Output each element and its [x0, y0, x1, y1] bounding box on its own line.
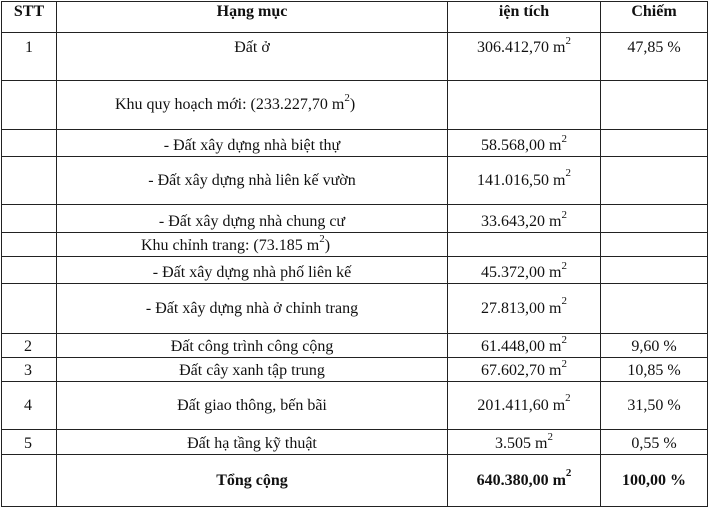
header-area: iện tích — [448, 2, 601, 33]
row-share — [601, 205, 708, 233]
row-area: 27.813,00 $m^2$ — [448, 284, 601, 334]
total-row — [2, 455, 708, 507]
row-name: Đất ở — [57, 33, 448, 81]
row-share: 10,85 % — [601, 358, 708, 382]
row-area: 67.602,70 $m^2$ — [448, 358, 601, 382]
row-stt — [2, 233, 57, 257]
row-share: 31,50 % — [601, 382, 708, 430]
row-share — [601, 81, 708, 130]
header-row — [2, 2, 708, 33]
row-stt: 3 — [2, 358, 57, 382]
row-stt: 4 — [2, 382, 57, 430]
row-stt — [2, 257, 57, 284]
row-area: 45.372,00 $m^2$ — [448, 257, 601, 284]
row-share — [601, 284, 708, 334]
total-area: 640.380,00 $m^2$ — [448, 455, 601, 507]
row-stt: 5 — [2, 430, 57, 455]
row-area — [448, 81, 601, 130]
row-name: Đất hạ tầng kỹ thuật — [57, 430, 448, 455]
row-name: Đất cây xanh tập trung — [57, 358, 448, 382]
row-stt — [2, 284, 57, 334]
row-name: Đất giao thông, bến bãi — [57, 382, 448, 430]
row-area — [448, 233, 601, 257]
row-area: 58.568,00 $m^2$ — [448, 130, 601, 157]
row-area: 3.505 $m^2$ — [448, 430, 601, 455]
row-area: 33.643,20 $m^2$ — [448, 205, 601, 233]
row-name: - Đất xây dựng nhà ở chỉnh trang — [57, 284, 448, 334]
row-name: - Đất xây dựng nhà liên kế vườn — [57, 157, 448, 205]
total-label: Tổng cộng — [57, 455, 448, 507]
row-stt — [2, 130, 57, 157]
table-row — [2, 382, 708, 430]
row-area: 306.412,70 $m^2$ — [448, 33, 601, 81]
table-row — [2, 205, 708, 233]
row-share: 9,60 % — [601, 334, 708, 358]
total-stt — [2, 455, 57, 507]
row-stt — [2, 81, 57, 130]
row-name: - Đất xây dựng nhà chung cư — [57, 205, 448, 233]
row-share — [601, 257, 708, 284]
row-stt: 2 — [2, 334, 57, 358]
header-share: Chiếm — [601, 2, 708, 33]
land-use-table — [1, 1, 708, 507]
row-share: 0,55 % — [601, 430, 708, 455]
row-stt: 1 — [2, 33, 57, 81]
table-row — [2, 81, 708, 130]
row-stt — [2, 157, 57, 205]
row-share — [601, 130, 708, 157]
table-row — [2, 284, 708, 334]
row-name: - Đất xây dựng nhà biệt thự — [57, 130, 448, 157]
table-row — [2, 130, 708, 157]
row-share — [601, 233, 708, 257]
row-area: 201.411,60 $m^2$ — [448, 382, 601, 430]
row-area: 61.448,00 $m^2$ — [448, 334, 601, 358]
table-row — [2, 33, 708, 81]
header-stt: STT — [2, 2, 57, 33]
row-name: Đất công trình công cộng — [57, 334, 448, 358]
table-row — [2, 257, 708, 284]
row-name: Khu chỉnh trang: (73.185 $m^2$) — [57, 233, 448, 257]
row-name: Khu quy hoạch mới: (233.227,70 $m^2$) — [57, 81, 448, 130]
total-share: 100,00 % — [601, 455, 708, 507]
table-row — [2, 334, 708, 358]
table-row — [2, 358, 708, 382]
header-item: Hạng mục — [57, 2, 448, 33]
table-row — [2, 430, 708, 455]
table-row — [2, 233, 708, 257]
row-area: 141.016,50 $m^2$ — [448, 157, 601, 205]
row-stt — [2, 205, 57, 233]
row-share — [601, 157, 708, 205]
row-share: 47,85 % — [601, 33, 708, 81]
row-name: - Đất xây dựng nhà phố liên kế — [57, 257, 448, 284]
table-row — [2, 157, 708, 205]
